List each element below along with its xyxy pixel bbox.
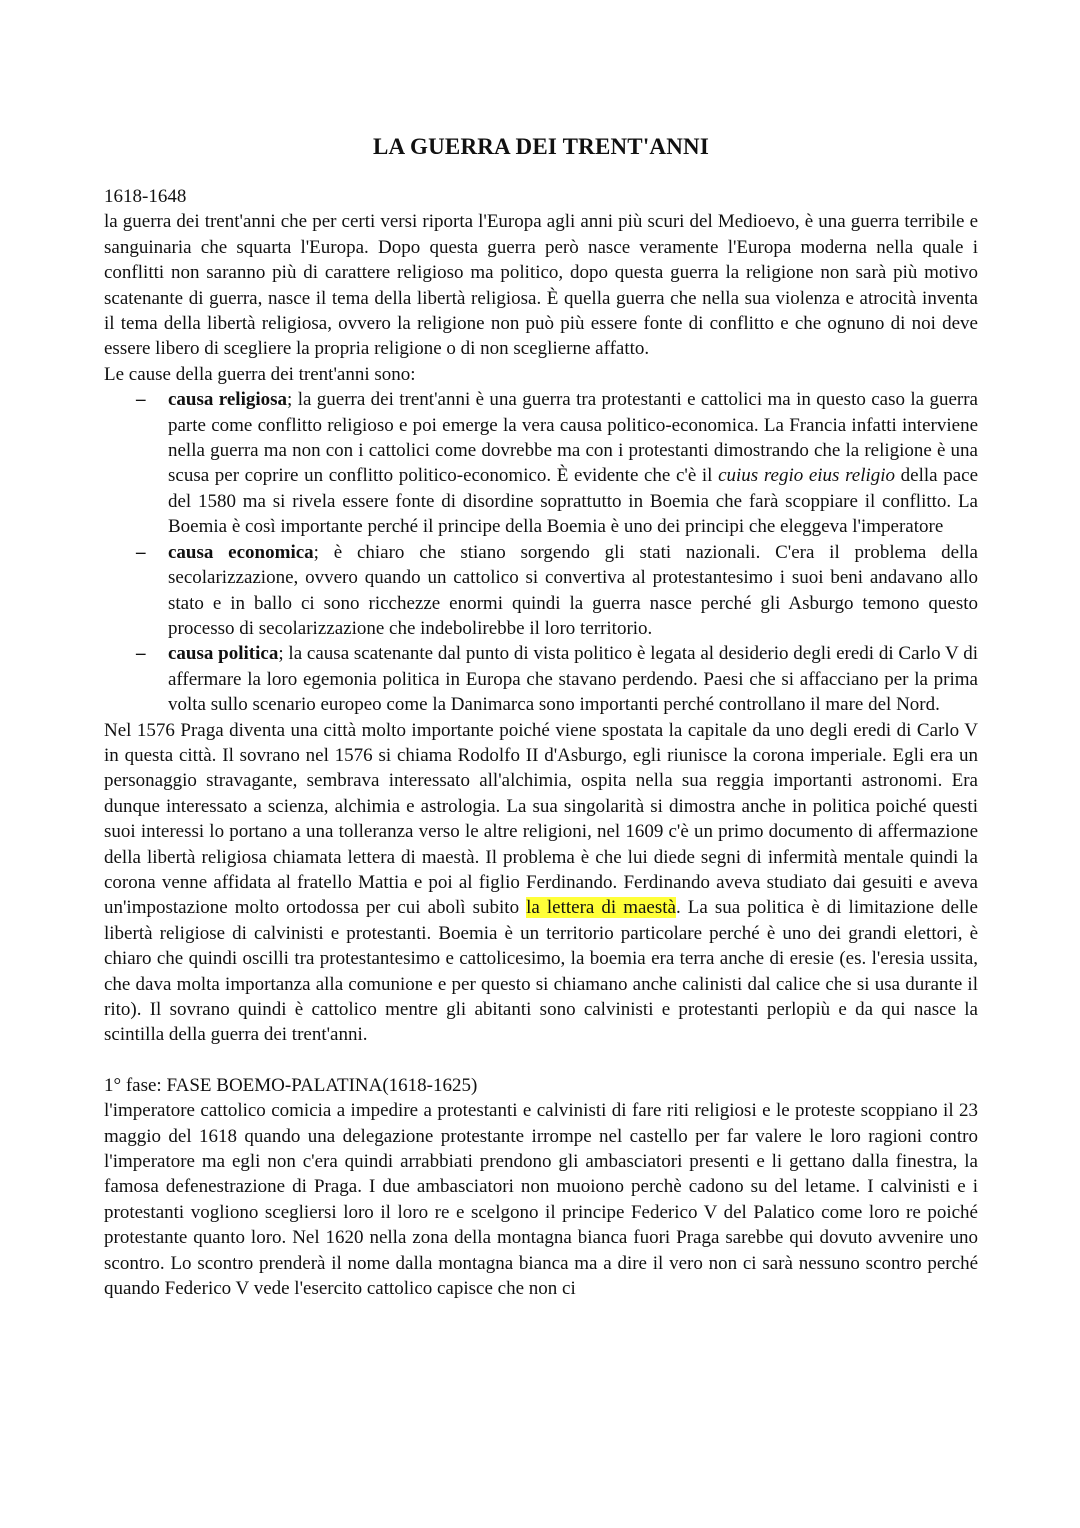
causes-intro: Le cause della guerra dei trent'anni sono: — [104, 363, 416, 385]
religious-cause-term: causa religiosa — [168, 389, 288, 411]
highlighted-phrase: la lettera di maestà — [526, 897, 676, 919]
prague-text-b: . La sua politica è di limitazione delle libertà religiose di calvinisti e protestanti. Boemia è un territorio particolare perché è uno dei grandi elettori, è chiaro che quindi oscilli tra protestantesimo e cattolicesimo, la boemia era terra anche di eresie (es. l'eresia ussita, che dava molta importanza alla comunione e per questo si chiamano anche calinisti dal calice che si usa durante il rito). Il sovrano quindi è cattolico mentre gli abitanti sono calvinisti e protestanti perlopiù e da qui nasce la scintilla della guerra dei trent'anni. — [104, 897, 978, 1046]
religious-cause-text-b: della pace del 1580 ma si rivela essere fonte di disordine soprattutto in Boemia che farà scoppiare il conflitto. La Boemia è così importante perché il principe della Boemia è uno dei principi che eleggeva l'imperatore — [168, 465, 978, 538]
political-cause-term: causa politica — [168, 643, 279, 665]
list-item-political-cause — [104, 641, 978, 717]
bullet-dash: – — [136, 643, 146, 665]
bullet-dash: – — [136, 389, 146, 411]
economic-cause-term: causa economica — [168, 541, 314, 563]
document-page — [104, 132, 978, 1301]
date-range: 1618-1648 — [104, 186, 187, 207]
paragraph-gap — [104, 1048, 978, 1073]
page-title: LA GUERRA DEI TRENT'ANNI — [372, 134, 710, 159]
phase1-heading: 1° fase: FASE BOEMO-PALATINA(1618-1625) — [104, 1074, 478, 1096]
prague-text-a: Nel 1576 Praga diventa una città molto importante poiché viene spostata la capitale da uno degli eredi di Carlo V in questa città. Il sovrano nel 1576 si chiama Rodolfo II d'Asburgo, egli riunisce la corona imperiale. Egli era un personaggio stravagante, sembrava interessato all'alchimia, ospita nella sua reggia importanti astronomi. Era dunque interessato a scienza, alchimia e astrologia. La sua singolarità si dimostra anche in politica poiché questi suoi interessi lo portano a una tolleranza verso le altre religioni, nel 1609 c'è un primo documento di affermazione della libertà religiosa chiamata lettera di maestà. Il problema è che lui diede segni di infermità mentale quindi la corona venne affidata al fratello Mattia e poi al figlio Ferdinando. Ferdinando aveva studiato dai gesuiti e aveva un'impostazione molto ortodossa per cui abolì subito — [104, 719, 978, 919]
latin-phrase: cuius regio eius religio — [718, 465, 896, 487]
causes-list — [104, 387, 978, 717]
prague-paragraph — [104, 718, 978, 1048]
phase1-paragraph: l'imperatore cattolico comicia a impedire a protestanti e calvinisti di fare riti religiosi e le proteste scoppiano il 23 maggio del 1618 quando una delegazione protestante irrompe nel castello per far valere le loro ragioni contro l'imperatore ma egli non c'era quindi arrabbiati prendono gli ambasciatori presenti e li gettano dalla finestra, la famosa defenestrazione di Praga. I due ambasciatori non muoiono perchè cadono su del letame. I calvinisti e i protestanti vogliono scegliersi loro il loro re e scelgono il principe Federico V del Palatico come loro re poiché protestante quanto loro. Nel 1620 nella zona della montagna bianca fuori Praga sarebbe qui dovuto avvenire uno scontro. Lo scontro prenderà il nome dalla montagna bianca ma a dire il vero non ci sarà nessuno scontro perché quando Federico V vede l'esercito cattolico capisce che non ci — [104, 1100, 978, 1300]
economic-cause-text: ; è chiaro che stiano sorgendo gli stati nazionali. C'era il problema della secolarizzazione, ovvero quando un cattolico si convertiva al protestantesimo i suoi beni andavano allo stato e in ballo ci sono ricchezze enormi quindi la guerra nasce perché gli Asburgo temono questo processo di secolarizzazione che indebolirebbe il loro territorio. — [168, 541, 978, 639]
list-item-religious-cause — [104, 387, 978, 539]
religious-cause-text-a: ; la guerra dei trent'anni è una guerra tra protestanti e cattolici ma in questo caso la guerra parte come conflitto religioso e poi emerge la vera causa politico-economica. La Francia infatti interviene nella guerra ma non con i cattolici come dovrebbe ma con i protestanti dimostrando che la religione è una scusa per coprire un conflitto politico-economico. È evidente che c'è il — [168, 389, 978, 487]
political-cause-text: ; la causa scatenante dal punto di vista politico è legata al desiderio degli eredi di Carlo V di affermare la loro egemonia politica in Europa che stavano perdendo. Paesi che si affacciano per la prima volta sullo scenario europeo come la Danimarca sono importanti perché controllano il mare del Nord. — [168, 643, 979, 716]
bullet-dash: – — [136, 541, 146, 563]
intro-paragraph: la guerra dei trent'anni che per certi versi riporta l'Europa agli anni più scuri del Medioevo, è una guerra terribile e sanguinaria che squarta l'Europa. Dopo questa guerra però nasce veramente l'Europa moderna nella quale i conflitti non saranno più di carattere religioso ma politico, dopo questa guerra la religione non sarà più motivo scatenante di guerra, nasce il tema della libertà religiosa. È quella guerra che nella sua violenza e atrocità inventa il tema della libertà religiosa, ovvero la religione non può più essere fonte di conflitto e che ognuno di noi deve essere libero di scegliere la propria religione o di non sceglierne affatto. — [104, 211, 978, 360]
list-item-economic-cause — [104, 540, 978, 642]
